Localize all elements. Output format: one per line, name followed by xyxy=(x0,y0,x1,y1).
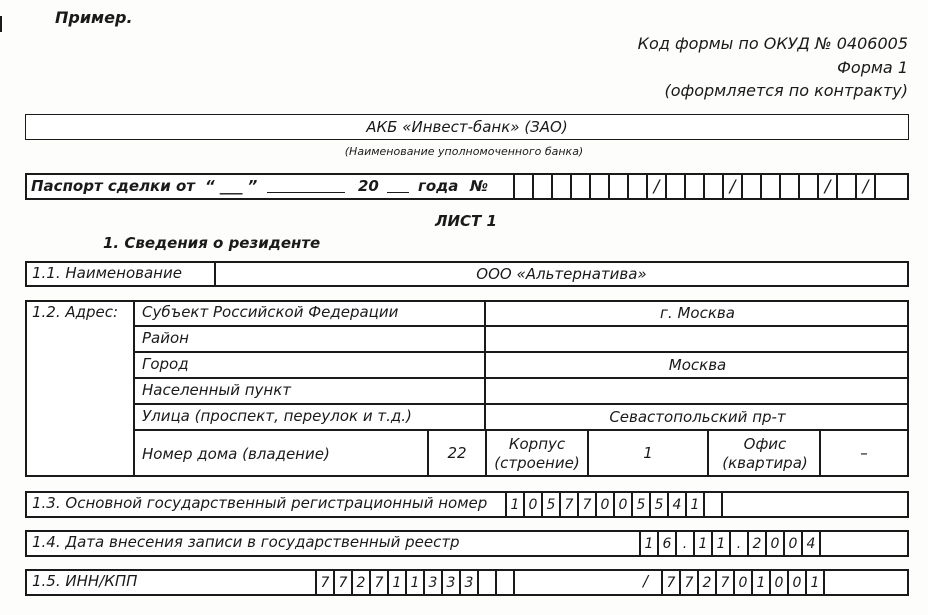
scan-mark xyxy=(0,16,2,32)
digit-cell: 7 xyxy=(315,569,335,596)
house-value xyxy=(427,429,487,477)
passport-month-line xyxy=(267,192,345,193)
passport-cell xyxy=(779,173,800,200)
digit-cell: . xyxy=(675,530,695,557)
digit-cell: 4 xyxy=(667,491,687,518)
digit-cell: 5 xyxy=(631,491,651,518)
address-row-label: Улица (проспект, переулок и т.д.) xyxy=(142,407,412,425)
slash-glyph: / xyxy=(653,176,660,197)
address-row-value xyxy=(486,326,909,352)
passport-year-prefix: 20 xyxy=(358,177,379,195)
passport-number-sign: № xyxy=(470,177,489,195)
passport-cell xyxy=(798,173,819,200)
digit-cell: 7 xyxy=(577,491,597,518)
office-label: Офис (квартира) xyxy=(722,435,808,472)
section-title: 1. Сведения о резиденте xyxy=(103,234,321,252)
slash-glyph: / xyxy=(862,176,869,197)
passport-cell xyxy=(855,173,876,200)
digit-cell: 1 xyxy=(405,569,425,596)
passport-cell xyxy=(570,173,591,200)
example-label: Пример. xyxy=(55,8,133,27)
building-value xyxy=(587,429,709,477)
digit-cell: 5 xyxy=(541,491,561,518)
digit-cell: 1 xyxy=(505,491,525,518)
row-divider xyxy=(133,429,909,431)
slash-glyph: / xyxy=(824,176,831,197)
digit-cell xyxy=(495,569,515,596)
bank-name: АКБ «Инвест-банк» (ЗАО) xyxy=(366,118,568,136)
address-label: 1.2. Адрес: xyxy=(32,303,119,321)
digit-cell: 0 xyxy=(523,491,543,518)
office-value xyxy=(819,429,909,477)
digit-cell: 7 xyxy=(559,491,579,518)
passport-cell xyxy=(532,173,553,200)
digit-cell: 1 xyxy=(639,530,659,557)
sheet-title: ЛИСТ 1 xyxy=(435,212,497,230)
address-row-label: Район xyxy=(142,329,189,347)
digit-cell: 0 xyxy=(733,569,753,596)
digit-cell: 0 xyxy=(769,569,789,596)
digit-cell: 1 xyxy=(387,569,407,596)
digit-cell: 7 xyxy=(333,569,353,596)
house-number: 22 xyxy=(447,444,467,462)
name-label: 1.1. Наименование xyxy=(32,264,182,282)
digit-cell: 0 xyxy=(787,569,807,596)
passport-cell xyxy=(589,173,610,200)
building-label: Корпус (строение) xyxy=(494,435,580,472)
address-row-label: Город xyxy=(142,355,189,373)
digit-cell: 3 xyxy=(441,569,461,596)
passport-prefix: Паспорт сделки от xyxy=(31,177,195,195)
passport-cell xyxy=(627,173,648,200)
digit-cell: 1 xyxy=(751,569,771,596)
name-value-box xyxy=(214,261,909,287)
passport-cell xyxy=(551,173,572,200)
passport-cell xyxy=(760,173,781,200)
passport-cell xyxy=(703,173,724,200)
building-number: 1 xyxy=(643,444,653,462)
digit-cell: 7 xyxy=(715,569,735,596)
slash-glyph: / xyxy=(729,176,736,197)
digit-cell: 1 xyxy=(685,491,705,518)
digit-cell xyxy=(477,569,497,596)
digit-cell: 0 xyxy=(613,491,633,518)
digit-cell: 1 xyxy=(693,530,713,557)
digit-cell: 2 xyxy=(351,569,371,596)
digit-cell: 7 xyxy=(661,569,681,596)
digit-cell: 0 xyxy=(765,530,785,557)
digit-cell: 0 xyxy=(783,530,803,557)
passport-cell xyxy=(513,173,534,200)
passport-cell xyxy=(817,173,838,200)
digit-cell: 6 xyxy=(657,530,677,557)
digit-cell: 7 xyxy=(369,569,389,596)
bank-caption: (Наименование уполномоченного банка) xyxy=(344,145,584,158)
passport-cell xyxy=(608,173,629,200)
passport-day: “ ___ ” xyxy=(205,177,258,195)
address-row-value: Москва xyxy=(668,356,727,374)
digit-cell: 0 xyxy=(595,491,615,518)
passport-cell xyxy=(684,173,705,200)
okud-code: Код формы по ОКУД № 0406005 xyxy=(637,34,908,53)
address-row-value: г. Москва xyxy=(660,304,735,322)
digit-cell: 5 xyxy=(649,491,669,518)
address-row-label: Населенный пункт xyxy=(142,381,292,399)
passport-year-suffix: года xyxy=(418,177,459,195)
passport-cell xyxy=(646,173,667,200)
passport-cell xyxy=(836,173,857,200)
address-row-label: Субъект Российской Федерации xyxy=(142,303,399,321)
digit-cell: 2 xyxy=(697,569,717,596)
form-number: Форма 1 xyxy=(837,58,908,77)
office-number: – xyxy=(860,444,868,462)
digit-cell: 1 xyxy=(805,569,825,596)
digit-cell: 4 xyxy=(801,530,821,557)
reg-date-label: 1.4. Дата внесения записи в государственный реестр xyxy=(32,533,460,551)
inn-kpp-label: 1.5. ИНН/КПП xyxy=(32,572,138,590)
digit-cell: 3 xyxy=(423,569,443,596)
passport-year-line xyxy=(387,192,409,193)
passport-cell xyxy=(741,173,762,200)
digit-cell: . xyxy=(729,530,749,557)
inn-kpp-slash: / xyxy=(643,572,649,590)
name-value: ООО «Альтернатива» xyxy=(476,265,647,283)
digit-cell: 3 xyxy=(459,569,479,596)
passport-cell xyxy=(665,173,686,200)
ogrn-label: 1.3. Основной государственный регистрационный номер xyxy=(32,494,488,512)
address-row-value xyxy=(486,378,909,404)
bank-name-box xyxy=(25,114,909,140)
form-note: (оформляется по контракту) xyxy=(664,81,908,100)
digit-cell: 7 xyxy=(679,569,699,596)
digit-cell xyxy=(703,491,723,518)
passport-cell xyxy=(722,173,743,200)
address-row-value: Севастопольский пр-т xyxy=(609,408,786,426)
digit-cell: 2 xyxy=(747,530,767,557)
house-label: Номер дома (владение) xyxy=(142,445,330,463)
digit-cell: 1 xyxy=(711,530,731,557)
